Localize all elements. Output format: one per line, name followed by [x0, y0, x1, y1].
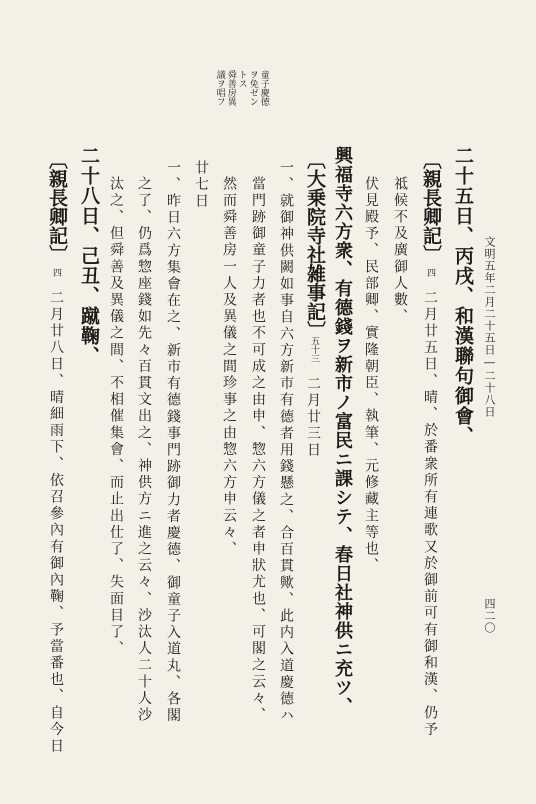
text-line: 祗候不及廣御人數、: [392, 176, 408, 326]
running-header-date: 文明五年二月二十五日―二十八日: [483, 236, 496, 418]
text-line: 二月廿五日、晴、於番衆所有連歌又於御前可有御和漢、仍予: [422, 290, 438, 739]
page-number: 四二〇: [483, 598, 496, 634]
text-line: 一、就御神供闕如事自六方新市有德者用錢懸之、合百貫歟、此内入道慶德ハ: [278, 160, 294, 725]
source-title: 〔大乗院寺社雑事記〕: [304, 150, 326, 340]
text-line: 然而舜善房一人及異儀之間珍事之由惣六方申云々、: [221, 176, 237, 558]
text-line: 當門跡御童子力者也不可成之由申、惣六方儀之者申狀尤也、可閣之云々、: [250, 176, 266, 724]
margin-note-line: トス: [236, 70, 247, 88]
entry-date-heading: 二十八日、己丑、蹴鞠、: [78, 146, 100, 366]
event-heading: 興福寺六方衆、有德錢ヲ新市ノ富民ニ課シテ、春日社神供ニ充ツ、: [332, 146, 353, 716]
margin-note-line: ヲ免ゼン: [247, 70, 258, 106]
source-date: 二月廿三日: [305, 376, 321, 459]
source-title: 〔親長卿記〕: [46, 150, 68, 264]
margin-note-line: 舜善房異: [225, 70, 236, 106]
entry-date-heading: 二十五日、丙戌、和漢聯句御會、: [452, 146, 474, 446]
source-volume: 四: [425, 268, 435, 277]
source-title: 〔親長卿記〕: [420, 150, 442, 264]
text-line: 伏見殿予、民部卿、實隆朝臣、執筆、元修藏主等也、: [363, 176, 379, 575]
text-line: 汰之、但舜善及異儀之間、不相催集會、而止出仕了、失面目了、: [108, 176, 124, 658]
text-line: 之了、仍爲惣座錢如先々百貫文出之、神供方ニ進之云々、沙汰人二十人沙: [136, 176, 152, 724]
source-volume: 四: [51, 268, 61, 277]
subdate: 廿七日: [193, 160, 209, 210]
text-line: 一、昨日六方集會在之、新市有德錢事門跡御力者慶德、御童子入道丸、各閣: [165, 160, 181, 725]
source-volume: 五十三: [309, 336, 319, 363]
margin-note-line: 童子慶徳: [258, 70, 269, 106]
margin-note-line: 議ヲ唱フ: [214, 70, 225, 106]
text-line: 二月廿八日、晴細雨下、依召參內有御內鞠、予當番也、自今日: [48, 290, 64, 755]
